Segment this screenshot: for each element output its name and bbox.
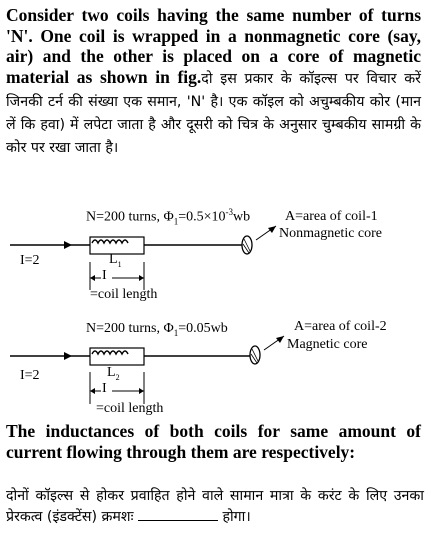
- coil-winding-icon: [92, 240, 128, 243]
- coil-winding-icon: [92, 351, 128, 354]
- figure2-drawing: [10, 336, 284, 404]
- figure2-core-label: Magnetic core: [287, 337, 368, 352]
- current-arrow-icon: [64, 352, 72, 360]
- figure1-drawing: [10, 226, 276, 290]
- figure2-current-label: I=2: [20, 368, 40, 383]
- figure2-length-caption: =coil length: [96, 401, 164, 416]
- figure1-coil-label: $L_1$: [109, 252, 122, 269]
- answer-blank: [138, 508, 218, 521]
- question-text-hi: दो इस प्रकार के कॉइल्स पर विचार करें जिनकी टर्न की संख्या एक समान, 'N' है। एक कॉइल को अचुम्बकीय कोर (मान लें कि हवा) में लपेटा जाता है और दूसरी को चित्र के अनुसार चुम्बकीय सामग्री के कोर पर रखा जाता है।: [6, 70, 421, 156]
- figure1-length-caption: =coil length: [90, 287, 158, 302]
- figure2-coil-label: $L_2$: [107, 365, 120, 382]
- figure2-area-label: A=area of coil-2: [294, 319, 387, 334]
- figure1-length-symbol: I: [102, 268, 107, 283]
- figure1-turns-label: N=200 turns, $\Phi_1=0.5\times 10^{-3}wb$: [86, 207, 251, 227]
- figure1-current-label: I=2: [20, 253, 40, 268]
- prompt-text-en: The inductances of both coils for same amount of current flowing through them are respectively:: [6, 421, 421, 462]
- current-arrow-icon: [64, 241, 72, 249]
- figure2-length-symbol: I: [102, 381, 107, 396]
- figure2-turns-label: N=200 turns, $\Phi_1=0.05wb$: [86, 321, 228, 338]
- prompt-text-hi: दोनों कॉइल्स से होकर प्रवाहित होने वाले सामान मात्रा के करंट के लिए उनका प्रेरकत्व (इंडक्टेंस) क्रमशः होगा।: [6, 488, 424, 525]
- figure1-area-label: A=area of coil-1: [285, 209, 378, 224]
- question-text-en: Consider two coils having the same number of turns 'N'. One coil is wrapped in a nonmagnetic core (say, air) and the other is placed on a core of magnetic material as shown in fig.दो इस प्रकार के कॉइल्स पर विचार करें जिनकी टर्न की संख्या एक समान, 'N' है। एक कॉइल को अचुम्बकीय कोर (मान लें कि हवा) में लपेटा जाता है और दूसरी को चित्र के अनुसार चुम्बकीय सामग्री के कोर पर रखा जाता है।: [6, 5, 421, 156]
- figure1-core-label: Nonmagnetic core: [279, 226, 383, 241]
